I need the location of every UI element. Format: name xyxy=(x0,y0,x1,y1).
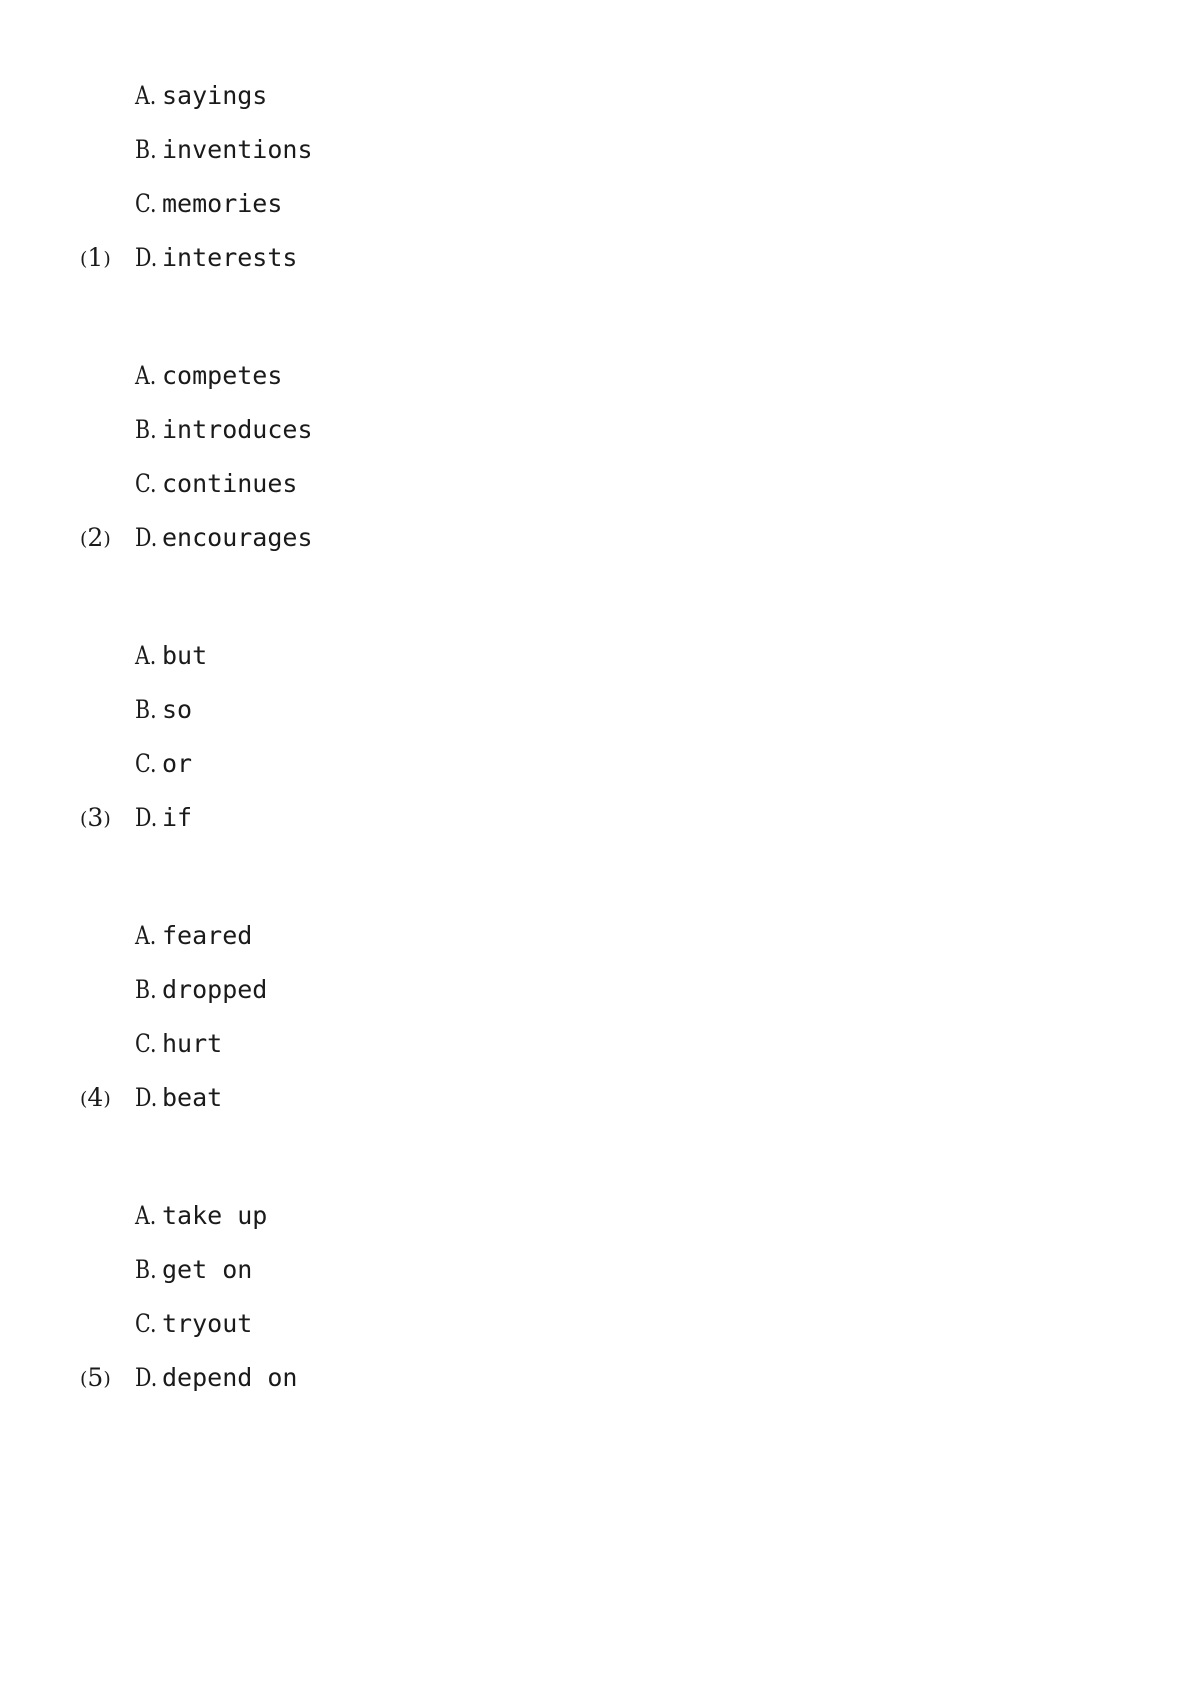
option-letter: B. xyxy=(135,1255,157,1284)
question-3-option-b[interactable] xyxy=(135,690,192,730)
question-number-value: 4 xyxy=(87,1083,104,1112)
option-text: so xyxy=(162,695,193,724)
option-letter: A. xyxy=(135,1201,157,1230)
question-number-value: 2 xyxy=(87,523,104,552)
option-text: introduces xyxy=(162,415,313,444)
option-letter: B. xyxy=(135,695,157,724)
option-text: beat xyxy=(162,1083,223,1112)
question-1 xyxy=(0,72,1190,302)
option-letter: D. xyxy=(135,1363,158,1392)
option-text: if xyxy=(162,803,193,832)
paren-open: ( xyxy=(80,528,88,550)
paren-close: ) xyxy=(103,248,111,270)
question-5-option-c[interactable] xyxy=(135,1304,252,1344)
question-5 xyxy=(0,1192,1190,1422)
option-text: competes xyxy=(162,361,283,390)
option-text: depend on xyxy=(162,1363,298,1392)
option-text: sayings xyxy=(162,81,268,110)
question-2-option-d[interactable] xyxy=(135,518,313,558)
question-3-option-d[interactable] xyxy=(135,798,192,838)
option-letter: B. xyxy=(135,415,157,444)
paren-close: ) xyxy=(103,1088,111,1110)
question-number xyxy=(80,1358,111,1398)
option-text: get on xyxy=(162,1255,253,1284)
question-number-value: 5 xyxy=(87,1363,104,1392)
paren-close: ) xyxy=(103,1368,111,1390)
option-text: memories xyxy=(162,189,283,218)
question-4-option-b[interactable] xyxy=(135,970,267,1010)
paren-close: ) xyxy=(103,808,111,830)
question-2-option-a[interactable] xyxy=(135,356,282,396)
option-letter: D. xyxy=(135,523,158,552)
paren-open: ( xyxy=(80,1368,88,1390)
question-3-option-a[interactable] xyxy=(135,636,207,676)
option-letter: C. xyxy=(135,749,157,778)
question-5-option-a[interactable] xyxy=(135,1196,267,1236)
paren-open: ( xyxy=(80,1088,88,1110)
option-letter: A. xyxy=(135,921,157,950)
question-number-value: 1 xyxy=(87,243,104,272)
option-text: inventions xyxy=(162,135,313,164)
question-3 xyxy=(0,632,1190,862)
option-text: encourages xyxy=(162,523,313,552)
question-1-option-d[interactable] xyxy=(135,238,297,278)
question-5-option-d[interactable] xyxy=(135,1358,297,1398)
option-text: dropped xyxy=(162,975,268,1004)
option-text: tryout xyxy=(162,1309,253,1338)
question-1-option-a[interactable] xyxy=(135,76,267,116)
option-letter: A. xyxy=(135,641,157,670)
paren-open: ( xyxy=(80,808,88,830)
question-number xyxy=(80,518,111,558)
question-5-option-b[interactable] xyxy=(135,1250,252,1290)
option-letter: C. xyxy=(135,1029,157,1058)
option-letter: B. xyxy=(135,135,157,164)
option-text: take up xyxy=(162,1201,268,1230)
option-text: interests xyxy=(162,243,298,272)
option-text: feared xyxy=(162,921,253,950)
paren-open: ( xyxy=(80,248,88,270)
option-text: or xyxy=(162,749,193,778)
option-letter: C. xyxy=(135,469,157,498)
option-letter: A. xyxy=(135,81,157,110)
option-letter: A. xyxy=(135,361,157,390)
question-number xyxy=(80,798,111,838)
question-4-option-a[interactable] xyxy=(135,916,252,956)
question-number xyxy=(80,1078,111,1118)
question-number xyxy=(80,238,111,278)
question-2-option-b[interactable] xyxy=(135,410,313,450)
question-1-option-b[interactable] xyxy=(135,130,313,170)
question-1-option-c[interactable] xyxy=(135,184,282,224)
question-3-option-c[interactable] xyxy=(135,744,192,784)
option-letter: D. xyxy=(135,243,158,272)
option-letter: B. xyxy=(135,975,157,1004)
option-text: hurt xyxy=(162,1029,223,1058)
option-text: continues xyxy=(162,469,298,498)
question-4-option-d[interactable] xyxy=(135,1078,222,1118)
question-4 xyxy=(0,912,1190,1142)
question-4-option-c[interactable] xyxy=(135,1024,222,1064)
option-letter: C. xyxy=(135,1309,157,1338)
question-2-option-c[interactable] xyxy=(135,464,297,504)
question-2 xyxy=(0,352,1190,582)
question-number-value: 3 xyxy=(87,803,104,832)
option-letter: D. xyxy=(135,1083,158,1112)
option-text: but xyxy=(162,641,208,670)
option-letter: D. xyxy=(135,803,158,832)
paren-close: ) xyxy=(103,528,111,550)
option-letter: C. xyxy=(135,189,157,218)
